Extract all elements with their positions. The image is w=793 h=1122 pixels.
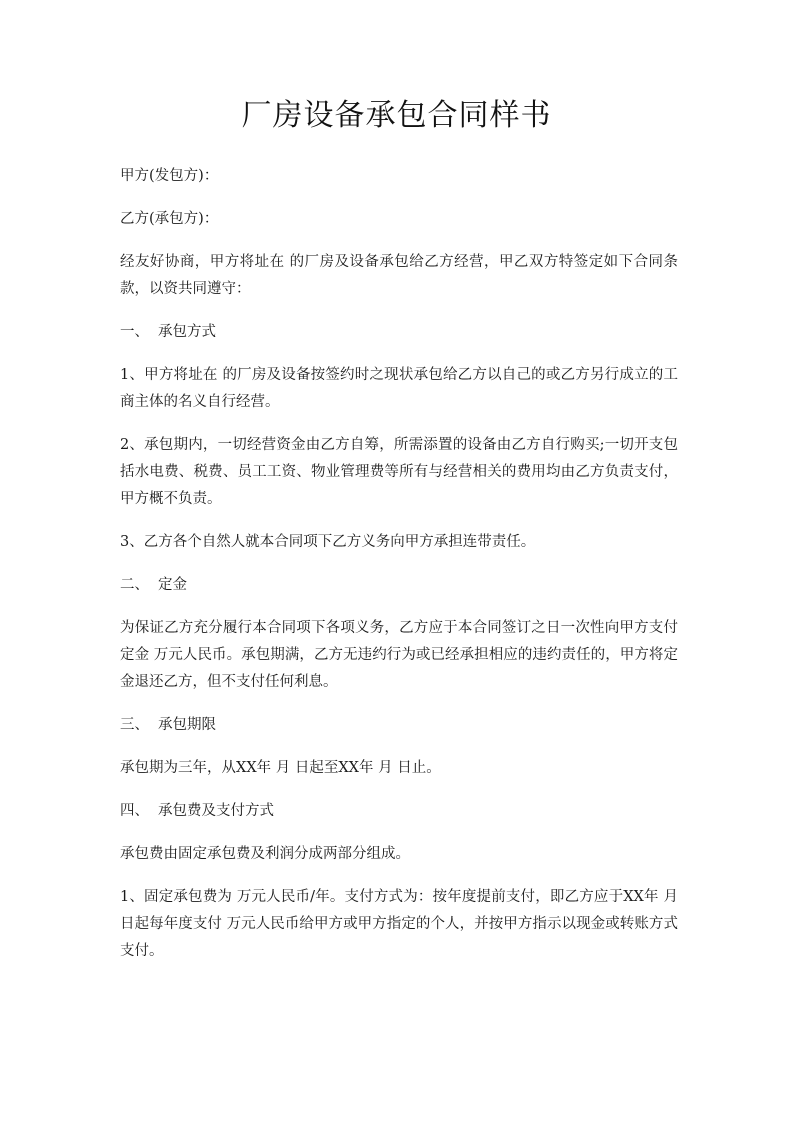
clause-paragraph: 承包期为三年，从XX年 月 日起至XX年 月 日止。 (120, 760, 441, 776)
section-title: 定金 (158, 577, 187, 593)
clause-paragraph: 为保证乙方充分履行本合同项下各项义务，乙方应于本合同签订之日一次性向甲方支付定金 万元人民币。承包期满，乙方无违约行为或已经承担相应的违约责任的，甲方将定金退还乙方，但不支付任何利息。 (120, 620, 678, 690)
clause-paragraph: 2、承包期内，一切经营资金由乙方自筹，所需添置的设备由乙方自行购买;一切开支包括水电费、税费、员工工资、物业管理费等所有与经营相关的费用均由乙方负责支付，甲方概不负责。 (120, 437, 678, 507)
clause-paragraph: 承包费由固定承包费及利润分成两部分组成。 (120, 846, 410, 862)
party-a-line: 甲方(发包方)： (120, 168, 219, 184)
section-number: 二、 (120, 577, 149, 593)
section-title: 承包期限 (158, 717, 216, 733)
clause-paragraph: 1、甲方将址在 的厂房及设备按签约时之现状承包给乙方以自己的或乙方另行成立的工商主体的名义自行经营。 (120, 367, 678, 410)
party-b-line: 乙方(承包方)： (120, 211, 219, 227)
section-heading-3 (120, 712, 678, 739)
clause-paragraph: 1、固定承包费为 万元人民币/年。支付方式为：按年度提前支付，即乙方应于XX年 月 日起每年度支付 万元人民币给甲方或甲方指定的个人，并按甲方指示以现金或转账方式支付。 (120, 889, 678, 959)
document-title: 厂房设备承包合同样书 (241, 98, 552, 133)
document-body (120, 163, 678, 981)
section-number: 四、 (120, 803, 149, 819)
intro-paragraph: 经友好协商，甲方将址在 的厂房及设备承包给乙方经营，甲乙双方特签定如下合同条款，以资共同遵守： (120, 254, 678, 297)
section-number: 一、 (120, 324, 149, 340)
section-title: 承包方式 (158, 324, 216, 340)
section-number: 三、 (120, 717, 149, 733)
section-heading-1 (120, 319, 678, 346)
section-title: 承包费及支付方式 (158, 803, 274, 819)
clause-paragraph: 3、乙方各个自然人就本合同项下乙方义务向甲方承担连带责任。 (120, 534, 536, 550)
section-heading-2 (120, 572, 678, 599)
section-heading-4 (120, 798, 678, 825)
